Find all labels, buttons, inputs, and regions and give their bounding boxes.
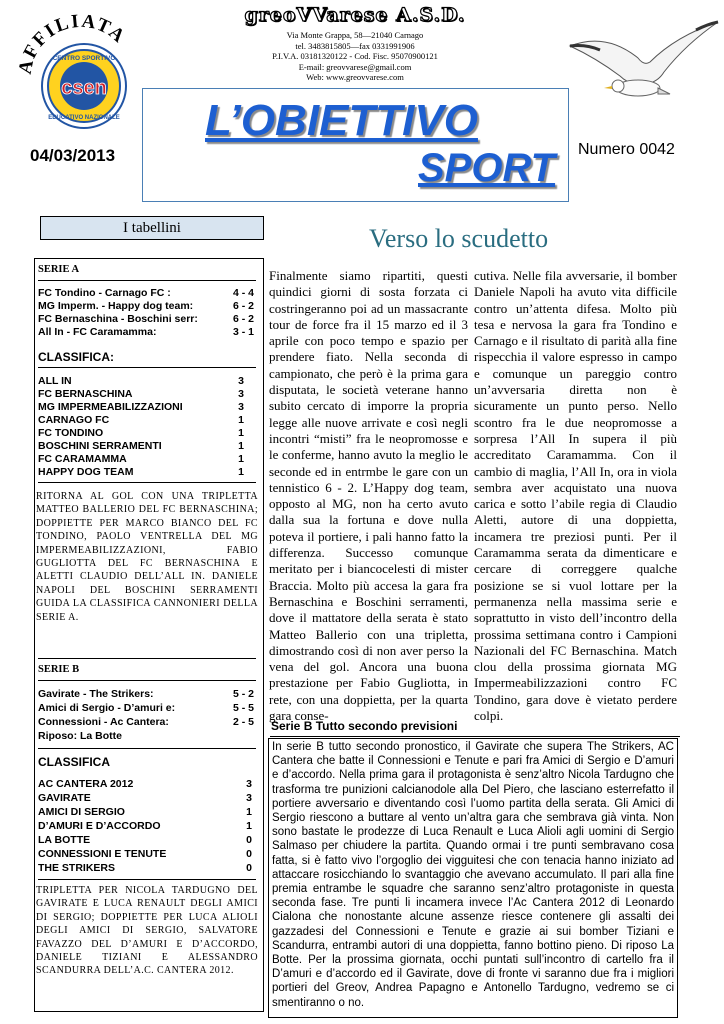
divider bbox=[38, 680, 256, 681]
serie-a-scorers-note: RITORNA AL GOL CON UNA TRIPLETTA MATTEO BALLERIO DEL FC BERNASCHINA; DOPPIETTE PER MARCO BIANCO DEL FC TONDINO, PAOLO VENTRELLA DEL MG IMPERMEABILIZZAZIONI, FABIO GUGLIOTTA DEL FC BERNASCHINA E ALETTI CLAUDIO DELL’ALL IN. DANIELE NAPOLI DEL BOSCHINI SERRAMENTI GUIDA LA CLASSIFICA CANNONIERI DELLA SERIE A. bbox=[36, 491, 258, 623]
sidebar-heading: I tabellini bbox=[40, 216, 264, 240]
serie-b-standings-label: CLASSIFICA bbox=[38, 755, 110, 769]
result-row: Amici di Sergio - D’amuri e: 5 - 5 bbox=[38, 702, 254, 714]
logo-mark: csen bbox=[61, 77, 107, 99]
organization-contacts bbox=[205, 30, 505, 83]
divider bbox=[38, 280, 256, 281]
serie-b-label: SERIE B bbox=[38, 664, 80, 675]
serie-a-standings-label: CLASSIFICA: bbox=[38, 350, 114, 364]
divider bbox=[38, 482, 256, 483]
serie-a-label: SERIE A bbox=[38, 264, 80, 275]
result-row: Gavirate - The Strikers: 5 - 2 bbox=[38, 688, 254, 700]
standings-row: MG IMPERMEABILIZZAZIONI 3 bbox=[38, 401, 244, 413]
logo-arc-text: AFFILIATA bbox=[14, 10, 131, 76]
issue-number: Numero 0042 bbox=[578, 141, 675, 158]
result-row: Connessioni - Ac Cantera: 2 - 5 bbox=[38, 716, 254, 728]
logo-top-text: CENTRO SPORTIVO bbox=[52, 55, 116, 62]
divider bbox=[38, 367, 256, 368]
result-row: Riposo: La Botte bbox=[38, 730, 122, 742]
standings-row: GAVIRATE 3 bbox=[38, 792, 252, 804]
address: Via Monte Grappa, 58—21040 Carnago bbox=[286, 30, 424, 40]
standings-row: FC TONDINO 1 bbox=[38, 427, 244, 439]
standings-row: AC CANTERA 2012 3 bbox=[38, 778, 252, 790]
divider bbox=[38, 879, 256, 880]
serie-b-box-text: In serie B tutto secondo pronostico, il Gavirate che supera The Strikers, AC Cantera che batte il Connessioni e Tenute e pari fra Amici di Sergio e D’amuri e d’accordo. Nella prima gara il protagonista è senz’altro Nicola Tardugno che trasforma tre punizioni calcianodole alla Del Piero, che lasciano esterrefatto il portiere avversario e diventando così l’uomo partita della serata. Gli Amici di Sergio riescono a buttare al vento un’altra gara che sembrava già vinta. Non sono bastate le prodezze di Luca Renault e Luca Alioli agli uomini di Sergio Salmaso per chiudere la partita. Quando ormai i tre punti sembravano cosa fatta, si è fatto vivo l’orgoglio dei vigguitesi che con tenacia hanno iniziato ad attaccare rosicchiando lo svantaggio che avevano accumulato. Il pari alla fine premia entrambe le squadre che saranno senz’altro protagoniste in questa seconda fase. Tre punti li incamera invece l’Ac Cantera 2012 di Leonardo Cialona che nonostante alcune assenze riesce contenere gli assalti dei gazzadesi del Connessioni e Tenute e grazie ai sui bomber Tiziani e Scandurra, entrambi autori di una doppietta, fanno bottino pieno. Di riposo La Botte. Per la prossima giornata, occhi puntati sull’incontro di cartello fra il D’amuri e d’accordo ed il Gavirate, dove di fronte vi saranno due fra i migliori portieri del Greov, Andrea Papagno e Antonello Tardugno, vedremo se ci smentiranno o no. bbox=[272, 741, 674, 1009]
standings-row: D’AMURI E D’ACCORDO 1 bbox=[38, 820, 252, 832]
standings-row: ALL IN 3 bbox=[38, 375, 244, 387]
divider bbox=[38, 658, 256, 659]
serie-b-scorers-note: TRIPLETTA PER NICOLA TARDUGNO DEL GAVIRATE E LUCA RENAULT DEGLI AMICI DI SERGIO; DOPPIETTE PER LUCA ALIOLI DEGLI AMICI DI SERGIO, SALVATORE FAVAZZO DEL D’AMURI E D’ACCORDO, DANIELE TIZIANI E ALESSANDRO SCANDURRA DELL’A.C. CANTERA 2012. bbox=[36, 885, 258, 977]
article-column-2: cutiva. Nelle fila avversarie, il bomber Daniele Napoli ha avuto vita difficile contro un’attenta difesa. Molto più tesa e nervosa la gara fra Tondino e Carnago e il risultato di parità alla fine rispecchia il valore espresso in campo e comunque un pareggio contro un’avversaria diretta non è sicuramente un punto perso. Nello scontro fra le due neopromosse a sorpresa l’All In supera il più accreditato Caramamma. Con il cambio di maglia, l’All In, ora in viola sembra aver acquistato una nuova carica e sotto l’abile regia di Claudio Aletti, autore di una doppietta, incamera tre preziosi punti. Per il Caramamma serata da dimenticare e cercare di correggere qualche posizione se si vuol lottare per la permanenza nella massima serie e soprattutto in visto dell’incontro della prossima settimana contro i Campioni Nazionali del FC Bernaschina. Match clou della prossima giornata MG Impermeabilizzazioni contro FC Tondino, gara dove è vietato perdere colpi. bbox=[474, 268, 677, 724]
standings-row: THE STRIKERS 0 bbox=[38, 862, 252, 874]
standings-row: AMICI DI SERGIO 1 bbox=[38, 806, 252, 818]
newsletter-title-line1: L’OBIETTIVO bbox=[205, 96, 478, 145]
logo-bottom-text: EDUCATIVO NAZIONALE bbox=[48, 115, 120, 121]
result-row: FC Bernaschina - Boschini serr: 6 - 2 bbox=[38, 313, 254, 325]
serie-b-box-heading: Serie B Tutto secondo previsioni bbox=[271, 719, 458, 733]
standings-row: FC BERNASCHINA 3 bbox=[38, 388, 244, 400]
article-headline: Verso lo scudetto bbox=[369, 224, 549, 253]
result-row: FC Tondino - Carnago FC : 4 - 4 bbox=[38, 287, 254, 299]
phone: tel. 3483815805—fax 0331991906 bbox=[295, 40, 415, 51]
vat-number: P.I.V.A. 03181320122 - Cod. Fisc. 95070900121 bbox=[272, 51, 438, 61]
email: E-mail: greovvarese@gmail.com bbox=[298, 61, 412, 72]
organization-name: greoVVarese A.S.D. bbox=[244, 4, 466, 26]
standings-row: LA BOTTE 0 bbox=[38, 834, 252, 846]
issue-date: 04/03/2013 bbox=[30, 146, 116, 165]
newsletter-title-line2: SPORT bbox=[418, 146, 556, 190]
standings-row: FC CARAMAMMA 1 bbox=[38, 453, 244, 465]
result-row: All In - FC Caramamma: 3 - 1 bbox=[38, 326, 254, 338]
article-column-1: Finalmente siamo ripartiti, questi quindici giorni di sosta forzata ci costringeranno poi ad un massacrante tour de force fra il 15 marzo ed il 3 aprile con poco tempo e spazio per prendere fiato. Nella seconda di campionato, che però è la prima gara disputata, le società veterane hanno subito cercato di imporre la propria legge alle nuove arrivate e così negli incontri “misti” fra le neopromosse e le conferme, hanno avuto la meglio le seconde ed in entrmbe le gare con un tennistico 6 - 2. L’Happy dog team, opposto al MG, non ha certo avuto dalla sua la fortuna e dove nulla poteva il portiere, i pali hanno fatto la differenza. Successo comunque meritato per i biancocelesti di mister Braccia. Molto più accesa la gara fra Bernaschina e Boschini serramenti, dove il mattatore della serata è stato Matteo Ballerio con una tripletta, dimostrando così di non aver perso la vena del gol. Ancora una buona prestazione per Fabio Gugliotta, in rete, con una doppietta, per la quarta gara conse- bbox=[269, 268, 468, 724]
divider bbox=[38, 748, 256, 749]
website: Web: www.greovvarese.com bbox=[306, 72, 404, 82]
standings-row: BOSCHINI SERRAMENTI 1 bbox=[38, 440, 244, 452]
standings-row: CONNESSIONI E TENUTE 0 bbox=[38, 848, 252, 860]
standings-row: HAPPY DOG TEAM 1 bbox=[38, 466, 244, 478]
seagull-image bbox=[566, 2, 722, 132]
result-row: MG Imperm. - Happy dog team: 6 - 2 bbox=[38, 300, 254, 312]
standings-row: CARNAGO FC 1 bbox=[38, 414, 244, 426]
divider bbox=[270, 736, 680, 737]
csen-logo bbox=[14, 10, 148, 144]
